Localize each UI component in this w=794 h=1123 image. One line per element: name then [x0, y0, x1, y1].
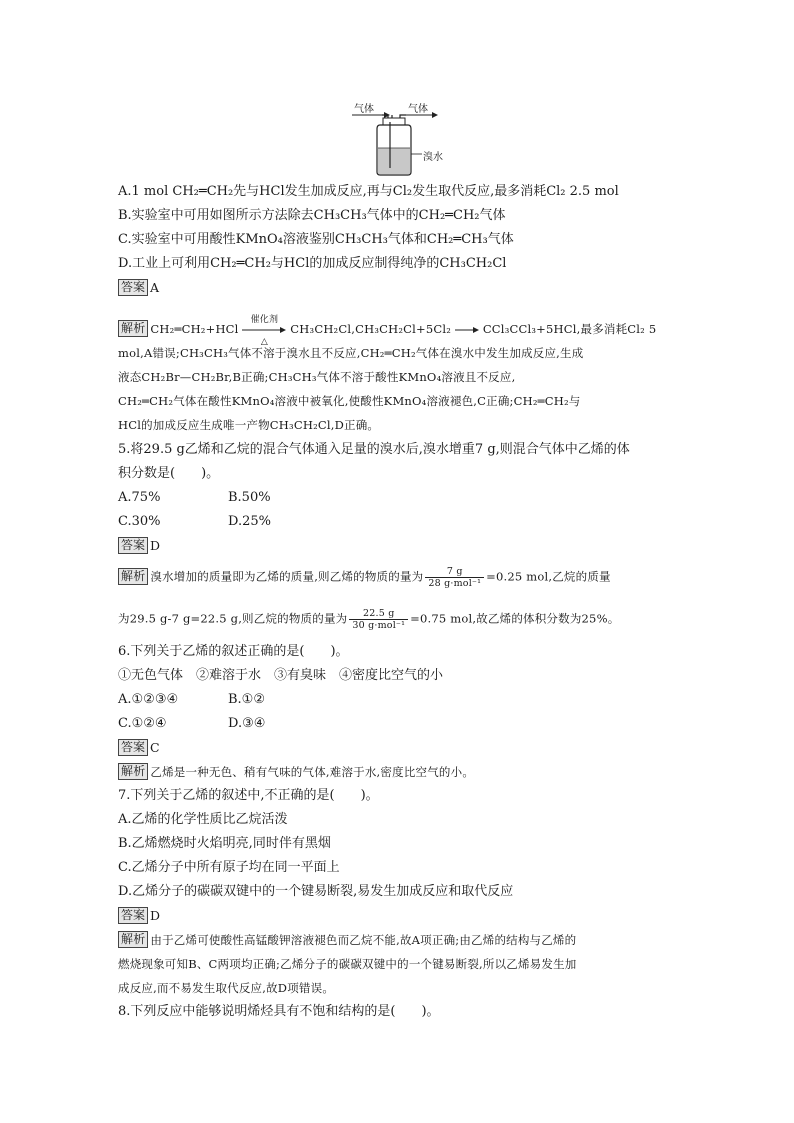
q5-analysis-post2: =0.75 mol,故乙烯的体积分数为25%。 — [410, 611, 620, 626]
fraction-numerator: 7 g — [425, 566, 484, 578]
gas-in-label: 气体 — [354, 104, 374, 115]
q7-stem: 7.下列关于乙烯的叙述中,不正确的是( )。 — [118, 788, 379, 803]
q7-option-d: D.乙烯分子的碳碳双键中的一个键易断裂,易发生加成反应和取代反应 — [118, 884, 514, 899]
heat-label: △ — [260, 337, 268, 347]
q7-analysis-line1 — [118, 931, 576, 949]
reaction-arrow — [242, 315, 286, 347]
right-arrow-icon — [455, 326, 479, 334]
q6-stem: 6.下列关于乙烯的叙述正确的是( )。 — [118, 644, 349, 659]
q4-eq1-right: CH₃CH₂Cl,CH₃CH₂Cl+5Cl₂ — [290, 322, 452, 336]
q5-stem-line1: 5.将29.5 g乙烯和乙烷的混合气体通入足量的溴水后,溴水增重7 g,则混合气体中乙烯的体 — [118, 442, 630, 457]
q4-analysis-line3: 液态CH₂Br—CH₂Br,B正确;CH₃CH₃气体不溶于酸性KMnO₄溶液且不反应, — [118, 370, 516, 384]
q5-analysis-pre2: 为29.5 g-7 g=22.5 g,则乙烷的物质的量为 — [118, 611, 348, 626]
q4-answer-row — [118, 279, 159, 297]
analysis-tag: 解析 — [118, 763, 148, 780]
q4-eq1-left: CH₂═CH₂+HCl — [150, 322, 239, 336]
analysis-tag: 解析 — [118, 320, 148, 337]
reaction-arrow-2 — [455, 326, 479, 334]
q5-option-c: C.30% — [118, 514, 161, 529]
catalyst-label: 催化剂 — [250, 315, 279, 325]
q7-option-b: B.乙烯燃烧时火焰明亮,同时伴有黑烟 — [118, 836, 331, 851]
q7-option-a: A.乙烯的化学性质比乙烷活泼 — [118, 812, 288, 827]
q6-answer: C — [150, 740, 160, 755]
q4-analysis-line5: HCl的加成反应生成唯一产物CH₃CH₂Cl,D正确。 — [118, 418, 380, 432]
q4-answer: A — [150, 280, 160, 295]
q6-items: ①无色气体 ②难溶于水 ③有臭味 ④密度比空气的小 — [118, 668, 444, 683]
q5-analysis-pre1: 溴水增加的质量即为乙烯的质量,则乙烯的物质的量为 — [150, 569, 424, 584]
q4-eq2-right: CCl₃CCl₃+5HCl,最多消耗Cl₂ 5 — [482, 322, 657, 336]
q6-answer-row — [118, 739, 160, 757]
analysis-tag: 解析 — [118, 931, 148, 948]
q6-analysis-text: 乙烯是一种无色、稍有气味的气体,难溶于水,密度比空气的小。 — [150, 765, 475, 779]
q4-option-a: A.1 mol CH₂═CH₂先与HCl发生加成反应,再与Cl₂发生取代反应,最多消耗Cl₂ 2.5 mol — [118, 184, 619, 199]
q7-option-c: C.乙烯分子中所有原子均在同一平面上 — [118, 860, 340, 875]
q7-answer: D — [150, 908, 161, 923]
answer-tag: 答案 — [118, 537, 148, 554]
q5-option-d: D.25% — [228, 514, 271, 529]
answer-tag: 答案 — [118, 279, 148, 296]
q8-stem: 8.下列反应中能够说明烯烃具有不饱和结构的是( )。 — [118, 1004, 440, 1019]
gas-washing-bottle-diagram — [350, 98, 460, 178]
fraction-numerator: 22.5 g — [349, 608, 408, 620]
q6-analysis — [118, 763, 474, 781]
q5-answer-row — [118, 537, 160, 555]
q4-option-b: B.实验室中可用如图所示方法除去CH₃CH₃气体中的CH₂═CH₂气体 — [118, 208, 506, 223]
analysis-tag: 解析 — [118, 568, 148, 585]
gas-out-label: 气体 — [408, 104, 428, 115]
q4-analysis-line2: mol,A错误;CH₃CH₃气体不溶于溴水且不反应,CH₂═CH₂气体在溴水中发生加成反应,生成 — [118, 346, 584, 360]
q4-analysis-line4: CH₂═CH₂气体在酸性KMnO₄溶液中被氧化,使酸性KMnO₄溶液褪色,C正确;CH₂═CH₂与 — [118, 394, 581, 408]
answer-tag: 答案 — [118, 739, 148, 756]
q5-analysis-line2 — [118, 608, 619, 631]
q5-options-row1 — [118, 489, 271, 507]
q5-answer: D — [150, 538, 161, 553]
fraction-denominator: 28 g·mol⁻¹ — [428, 578, 482, 589]
fraction-ethylene — [425, 566, 484, 589]
q5-analysis-post1: =0.25 mol,乙烷的质量 — [486, 569, 611, 584]
q4-option-c: C.实验室中可用酸性KMnO₄溶液鉴别CH₃CH₃气体和CH₂═CH₃气体 — [118, 232, 514, 247]
q7-analysis-text1: 由于乙烯可使酸性高锰酸钾溶液褪色而乙烷不能,故A项正确;由乙烯的结构与乙烯的 — [150, 933, 577, 947]
q4-analysis-line1 — [118, 315, 657, 347]
q6-options-row2 — [118, 715, 266, 733]
bromine-water-label: 溴水 — [423, 152, 443, 163]
answer-tag: 答案 — [118, 907, 148, 924]
q5-stem-line2: 积分数是( )。 — [118, 466, 220, 481]
q7-analysis-line3: 成反应,而不易发生取代反应,故D项错误。 — [118, 981, 335, 995]
q4-option-d: D.工业上可利用CH₂═CH₂与HCl的加成反应制得纯净的CH₃CH₂Cl — [118, 256, 507, 271]
q5-option-a: A.75% — [118, 490, 161, 505]
q6-option-d: D.③④ — [228, 716, 266, 731]
fraction-denominator: 30 g·mol⁻¹ — [352, 620, 406, 631]
q6-option-b: B.①② — [228, 692, 265, 707]
q5-options-row2 — [118, 513, 271, 531]
q7-analysis-line2: 燃烧现象可知B、C两项均正确;乙烯分子的碳碳双键中的一个键易断裂,所以乙烯易发生加 — [118, 957, 577, 971]
q5-analysis-line1 — [118, 566, 611, 589]
q7-answer-row — [118, 907, 160, 925]
q5-option-b: B.50% — [228, 490, 271, 505]
q6-options-row1 — [118, 691, 265, 709]
q6-option-a: A.①②③④ — [118, 692, 179, 707]
fraction-ethane — [349, 608, 408, 631]
q6-option-c: C.①②④ — [118, 716, 167, 731]
